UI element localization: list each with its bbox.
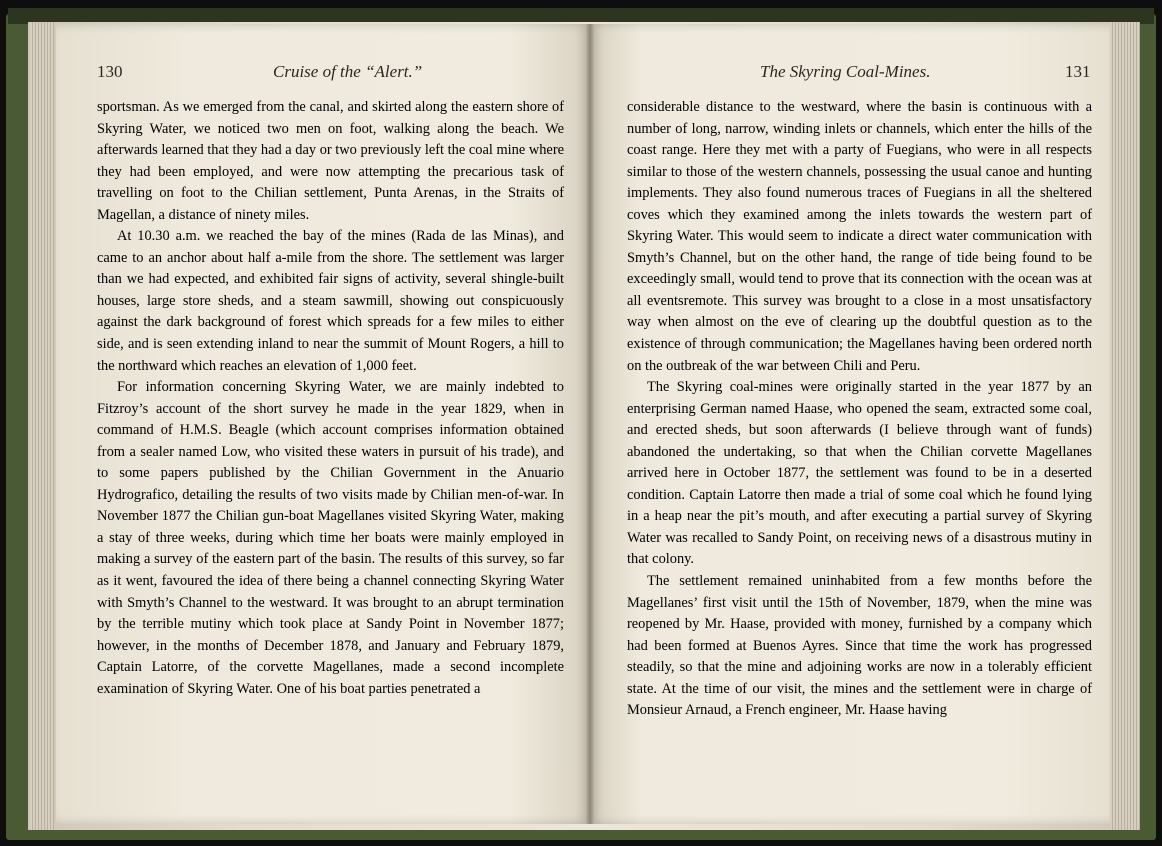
running-title: Cruise of the “Alert.” (273, 62, 423, 81)
paragraph: considerable distance to the westward, where the basin is continuous with a number of long, narrow, winding inlets or channels, which enter the hills of the coast range. Here they met with a party of Fuegians, who were in all respects similar to those of the western channels, possessing the usual canoe and hunting implements. They also found numerous traces of Fuegians in all the sheltered coves which they examined among the inlets towards the western part of Skyring Water. This would seem to indicate a direct water communication with Smyth’s Channel, but on the other hand, the range of tide being found to be exceedingly small, would tend to prove that its connection with the ocean was at all eventsremote. This survey was brought to a close in a most unsatisfactory way when almost on the eve of clearing up the doubtful question as to the existence of through communication; the Magellanes having been ordered north on the outbreak of the war between Chili and Peru. (627, 99, 1092, 374)
paragraph: sportsman. As we emerged from the canal, and skirted along the eastern shore of Skyring Water, we noticed two men on foot, walking along the beach. We afterwards learned that they had a day or two previously left the coal mine where they had been employed, and were now attempting the precarious task of travelling on foot to the Chilian settlement, Punta Arenas, in the Straits of Magellan, a distance of ninety miles. (97, 99, 564, 223)
page-edges-left (30, 22, 54, 830)
book-gutter (586, 24, 594, 824)
page-number: 131 (1065, 62, 1091, 81)
paragraph: The settlement remained uninhabited from a few months before the Magellanes’ first visit until the 15th of November, 1879, when the mine was reopened by Mr. Haase, provided with money, furnished by a company which had been formed at Buenos Ayres. Since that time the work has progressed steadily, so that the mine and adjoining works are now in a tolerably efficient state. At the time of our visit, the mines and the settlement were in charge of Monsieur Arnaud, a French engineer, Mr. Haase having (627, 573, 1092, 719)
paragraph: At 10.30 a.m. we reached the bay of the mines (Rada de las Minas), and came to an anchor about half a-mile from the shore. The settlement was larger than we had expected, and exhibited fair signs of activity, several shingle-built houses, large store sheds, and a steam sawmill, showing out conspicuously against the dark background of forest which spreads for a few miles to either side, and is seen extending inland to near the summit of Mount Rogers, a hill to the northward which reaches an elevation of 1,000 feet. (97, 228, 564, 374)
paragraph: The Skyring coal-mines were originally started in the year 1877 by an enterprising German named Haase, who opened the seam, extracted some coal, and erected sheds, but soon afterwards (I believe through want of funds) abandoned the undertaking, so that when the Chilian corvette Magellanes arrived here in October 1877, the settlement was found to be in a deserted condition. Captain Latorre then made a trial of some coal which he found lying in a heap near the pit’s mouth, and after executing a partial survey of Skyring Water was recalled to Sandy Point, on receiving news of a disastrous mutiny in that colony. (627, 379, 1092, 568)
page-edges-right (1110, 22, 1140, 830)
right-page-body (627, 97, 1092, 722)
paragraph: For information concerning Skyring Water, we are mainly indebted to Fitzroy’s account of the short survey he made in the year 1829, when in command of H.M.S. Beagle (which account comprises information obtained from a sealer named Low, who visited these waters in pursuit of his trade), and to some papers published by the Chilian Government in the Anuario Hydrografico, detailing the results of two visits made by Chilian men-of-war. In November 1877 the Chilian gun-boat Magellanes visited Skyring Water, making a stay of three weeks, during which time her boats were mainly employed in making a survey of the eastern part of the basin. The results of this survey, so far as it went, favoured the idea of there being a channel connecting Skyring Water with Smyth’s Channel to the westward. It was brought to an abrupt termination by the terrible mutiny which took place at Sandy Point in November 1877; however, in the months of December 1878, and January and February 1879, Captain Latorre, of the corvette Magellanes, made a second incomplete examination of Skyring Water. One of his boat parties penetrated a (97, 379, 564, 697)
page-number: 130 (97, 62, 123, 81)
running-title: The Skyring Coal-Mines. (760, 62, 931, 81)
left-page-body (97, 97, 564, 700)
